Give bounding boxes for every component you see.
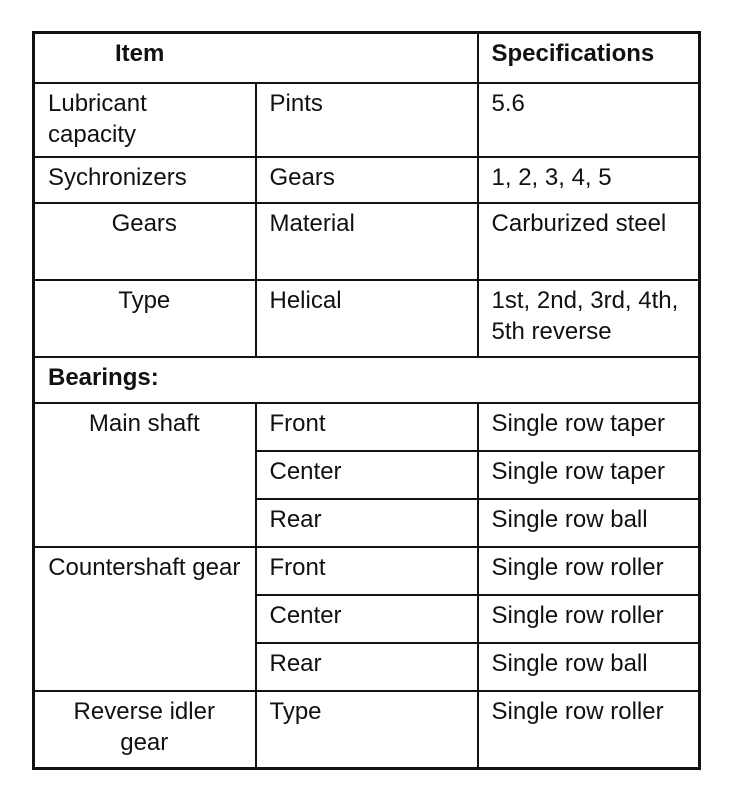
synchronizers-item: Sychronizers [34, 157, 256, 203]
countershaft-item: Countershaft gear [34, 547, 256, 691]
bearings-label: Bearings: [34, 357, 700, 403]
gears-detail: Material [256, 203, 478, 280]
countershaft-spec: Single row roller [478, 547, 700, 595]
countershaft-position: Rear [256, 643, 478, 691]
countershaft-spec: Single row ball [478, 643, 700, 691]
type-spec: 1st, 2nd, 3rd, 4th, 5th reverse [478, 280, 700, 357]
main-shaft-spec: Single row taper [478, 451, 700, 499]
table-row [34, 280, 700, 357]
countershaft-position: Center [256, 595, 478, 643]
table-row [34, 203, 700, 280]
lubricant-detail: Pints [256, 83, 478, 157]
main-shaft-position: Rear [256, 499, 478, 547]
main-shaft-item: Main shaft [34, 403, 256, 547]
specifications-table [32, 31, 701, 770]
type-item: Type [34, 280, 256, 357]
main-shaft-position: Center [256, 451, 478, 499]
main-shaft-spec: Single row taper [478, 403, 700, 451]
reverse-idler-spec: Single row roller [478, 691, 700, 769]
header-item: Item [34, 33, 478, 84]
table-row [34, 83, 700, 157]
header-specifications: Specifications [478, 33, 700, 84]
countershaft-position: Front [256, 547, 478, 595]
reverse-idler-position: Type [256, 691, 478, 769]
gears-item: Gears [34, 203, 256, 280]
main-shaft-spec: Single row ball [478, 499, 700, 547]
table-row [34, 547, 700, 595]
gears-spec: Carburized steel [478, 203, 700, 280]
lubricant-spec: 5.6 [478, 83, 700, 157]
lubricant-item: Lubricant capacity [34, 83, 256, 157]
synchronizers-spec: 1, 2, 3, 4, 5 [478, 157, 700, 203]
header-row [34, 33, 700, 84]
table-row [34, 691, 700, 769]
table-row [34, 403, 700, 451]
table-row [34, 157, 700, 203]
synchronizers-detail: Gears [256, 157, 478, 203]
type-detail: Helical [256, 280, 478, 357]
countershaft-spec: Single row roller [478, 595, 700, 643]
bearings-row [34, 357, 700, 403]
reverse-idler-item: Reverse idler gear [34, 691, 256, 769]
main-shaft-position: Front [256, 403, 478, 451]
